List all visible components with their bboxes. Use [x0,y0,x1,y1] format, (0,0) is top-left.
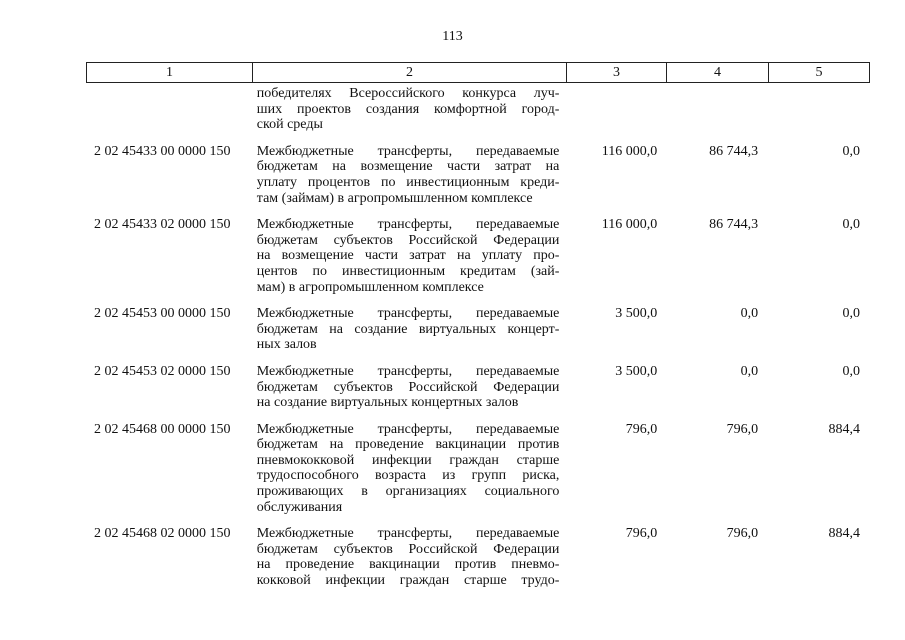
table-row [86,306,866,353]
description-line: на создание виртуальных концертных залов [256,395,519,411]
table-row [86,422,866,516]
description-line: обслуживания [256,499,343,515]
value-col-5: 0,0 [842,143,861,159]
column-header-table [86,62,870,83]
budget-code: 2 02 45453 00 0000 150 [94,306,231,322]
value-col-3: 796,0 [625,421,658,437]
row-spacer [86,515,866,526]
value-col-5: 0,0 [842,306,861,322]
description-line: бюджетам субъектов Российской Федерации [256,379,560,395]
column-header-2: 2 [253,63,567,83]
budget-code: 2 02 45433 02 0000 150 [94,217,231,233]
budget-code: 2 02 45453 02 0000 150 [94,363,231,379]
value-col-4: 796,0 [726,526,759,542]
description [251,526,564,588]
description-line: Межбюджетные трансферты, передаваемые [256,306,560,322]
description-line: Межбюджетные трансферты, передаваемые [256,143,560,159]
description-line: Межбюджетные трансферты, передаваемые [256,363,560,379]
table-row [86,217,866,295]
description-line: пневмококковой инфекции граждан старше [256,452,560,468]
description [251,422,564,516]
value-col-4: 0,0 [740,363,759,379]
description-line: ской среды [256,117,323,133]
description-line: Межбюджетные трансферты, передаваемые [256,217,560,233]
column-header-1: 1 [87,63,253,83]
column-header-4: 4 [667,63,769,83]
table-body [86,86,866,589]
table-row [86,86,866,133]
value-col-5: 884,4 [828,421,861,437]
description-line: там (займам) в агропромышленном комплексе [256,190,533,206]
table-row [86,364,866,411]
description-line: центов по инвестиционным кредитам (зай- [256,263,560,279]
budget-code: 2 02 45468 02 0000 150 [94,526,231,542]
description [251,86,564,133]
value-col-5: 884,4 [828,526,861,542]
value-col-4: 0,0 [740,306,759,322]
description [251,306,564,353]
value-col-5: 0,0 [842,363,861,379]
description [251,144,564,206]
table-row [86,144,866,206]
value-col-3: 116 000,0 [601,217,658,233]
description-line: уплату процентов по инвестиционным креди- [256,174,560,190]
value-col-4: 86 744,3 [709,143,759,159]
description [251,364,564,411]
description-line: Межбюджетные трансферты, передаваемые [256,421,560,437]
value-col-3: 116 000,0 [601,143,658,159]
row-spacer [86,411,866,422]
column-header-5: 5 [769,63,870,83]
description-line: на возмещение части затрат на уплату про- [256,248,560,264]
description-line: ших проектов создания комфортной город- [256,101,560,117]
table-row [86,526,866,588]
description-line: трудоспособного возраста из групп риска, [256,468,560,484]
description-line: бюджетам субъектов Российской Федерации [256,232,560,248]
row-spacer [86,353,866,364]
description-line: проживающих в организациях социального [256,484,560,500]
description-line: бюджетам на возмещение части затрат на [256,159,560,175]
description-line: бюджетам субъектов Российской Федерации [256,541,560,557]
description-line: ных залов [256,337,317,353]
description-line: мам) в агропромышленном комплексе [256,279,484,295]
description-line: на проведение вакцинации против пневмо- [256,557,560,573]
value-col-4: 86 744,3 [709,217,759,233]
budget-code: 2 02 45468 00 0000 150 [94,421,231,437]
budget-code: 2 02 45433 00 0000 150 [94,143,231,159]
column-header-3: 3 [567,63,667,83]
value-col-3: 3 500,0 [615,363,658,379]
row-spacer [86,206,866,217]
description-line: Межбюджетные трансферты, передаваемые [256,526,560,542]
description [251,217,564,295]
row-spacer [86,133,866,144]
value-col-4: 796,0 [726,421,759,437]
description-line: бюджетам на создание виртуальных концерт- [256,321,560,337]
description-line: победителях Всероссийского конкурса луч- [256,86,560,101]
page-number: 113 [442,29,463,44]
column-header-row [87,63,870,83]
value-col-5: 0,0 [842,217,861,233]
description-line: кокковой инфекции граждан старше трудо- [256,573,560,589]
row-spacer [86,295,866,306]
value-col-3: 3 500,0 [615,306,658,322]
value-col-3: 796,0 [625,526,658,542]
description-line: бюджетам на проведение вакцинации против [256,437,560,453]
